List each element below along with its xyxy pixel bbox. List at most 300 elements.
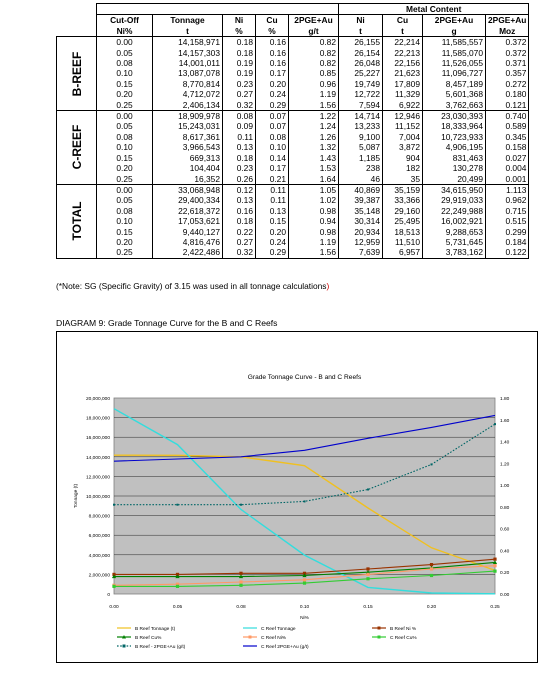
- table-cell: 0.10: [97, 142, 153, 152]
- table-cell: 4,906,195: [423, 142, 486, 152]
- table-cell: 26,048: [339, 58, 383, 68]
- data-point: [366, 573, 369, 576]
- table-cell: 1.56: [289, 100, 339, 111]
- legend-label: C Reef Cu%: [390, 636, 417, 641]
- table-cell: 0.15: [97, 79, 153, 89]
- legend-label: C Reef Tonnage: [261, 627, 296, 632]
- table-cell: 0.19: [223, 68, 256, 78]
- column-header: 2PGE+Au: [289, 15, 339, 26]
- y-left-tick-label: 18,000,000: [85, 416, 110, 422]
- table-cell: 0.20: [97, 89, 153, 99]
- table-cell: 22,618,372: [153, 206, 223, 216]
- column-header: 2PGE+Au: [423, 15, 486, 26]
- table-cell: 0.13: [223, 195, 256, 205]
- table-cell: 0.13: [223, 142, 256, 152]
- table-cell: 0.180: [486, 89, 529, 99]
- unit-header: Ni%: [97, 26, 153, 37]
- table-cell: 0.05: [97, 121, 153, 131]
- table-cell: 0.18: [223, 37, 256, 48]
- table-cell: 0.16: [256, 58, 289, 68]
- table-row: [57, 132, 529, 142]
- table-cell: 0.17: [256, 163, 289, 173]
- sg-note: [56, 281, 329, 291]
- unit-header: g: [423, 26, 486, 37]
- legend-marker: [378, 627, 381, 630]
- table-cell: 2,422,486: [153, 247, 223, 258]
- table-cell: 1.19: [289, 89, 339, 99]
- table-cell: 8,457,189: [423, 79, 486, 89]
- y-axis-label: Tonnage (t): [74, 483, 79, 509]
- table-cell: 5,601,368: [423, 89, 486, 99]
- table-cell: 35,148: [339, 206, 383, 216]
- data-point: [304, 500, 306, 502]
- table-row: [57, 206, 529, 216]
- legend-marker: [123, 645, 126, 648]
- table-cell: 1.113: [486, 184, 529, 195]
- x-tick-label: 0.20: [426, 605, 437, 610]
- table-cell: 40,869: [339, 184, 383, 195]
- table-cell: 5,087: [339, 142, 383, 152]
- reef-label: TOTAL: [69, 201, 84, 241]
- table-cell: 12,722: [339, 89, 383, 99]
- table-cell: 11,329: [383, 89, 423, 99]
- y-left-tick-label: 4,000,000: [88, 553, 110, 559]
- legend-marker: [249, 636, 252, 639]
- column-header: Cut-Off: [97, 15, 153, 26]
- blank-cell: [256, 4, 289, 15]
- table-cell: 20,499: [423, 174, 486, 185]
- table-cell: 0.740: [486, 111, 529, 122]
- table-row: [57, 216, 529, 226]
- table-cell: 0.10: [97, 68, 153, 78]
- table-cell: 0.12: [223, 184, 256, 195]
- table-cell: 23,030,393: [423, 111, 486, 122]
- table-cell: 0.27: [223, 237, 256, 247]
- table-cell: 0.001: [486, 174, 529, 185]
- table-cell: 0.715: [486, 206, 529, 216]
- table-cell: 0.25: [97, 247, 153, 258]
- legend-label: B Reef Tonnage (t): [135, 627, 176, 632]
- table-row: [57, 163, 529, 173]
- table-cell: 6,922: [383, 100, 423, 111]
- y-right-tick-label: 0.60: [500, 527, 510, 533]
- table-cell: 7,639: [339, 247, 383, 258]
- y-left-tick-label: 20,000,000: [85, 397, 110, 402]
- table-cell: 0.121: [486, 100, 529, 111]
- table-cell: 0.20: [256, 227, 289, 237]
- column-header: Ni: [223, 15, 256, 26]
- table-cell: 11,096,727: [423, 68, 486, 78]
- table-row: [57, 142, 529, 152]
- blank-cell: [289, 4, 339, 15]
- table-cell: 0.371: [486, 58, 529, 68]
- table-cell: 0.18: [223, 153, 256, 163]
- table-cell: 25,227: [339, 68, 383, 78]
- y-right-tick-label: 0.80: [500, 505, 510, 511]
- grade-tonnage-chart: [57, 332, 537, 662]
- table-cell: 33,366: [383, 195, 423, 205]
- table-cell: 0.05: [97, 195, 153, 205]
- table-cell: 1.26: [289, 132, 339, 142]
- table-cell: 1.22: [289, 111, 339, 122]
- table-cell: 238: [339, 163, 383, 173]
- legend-label: B Reef - 2PGE+Au (g/t): [135, 645, 186, 650]
- table-cell: 0.85: [289, 68, 339, 78]
- table-cell: 831,463: [423, 153, 486, 163]
- table-cell: 0.13: [256, 206, 289, 216]
- table-row: [57, 68, 529, 78]
- table-cell: 0.299: [486, 227, 529, 237]
- table-cell: 0.272: [486, 79, 529, 89]
- table-cell: 0.20: [97, 163, 153, 173]
- table-cell: 1.02: [289, 195, 339, 205]
- data-point: [430, 574, 433, 577]
- table-cell: 20,934: [339, 227, 383, 237]
- table-cell: 182: [383, 163, 423, 173]
- table-cell: 130,278: [423, 163, 486, 173]
- table-cell: 0.08: [97, 206, 153, 216]
- table-row: [57, 174, 529, 185]
- table-row: [57, 184, 529, 195]
- table-cell: 16,002,921: [423, 216, 486, 226]
- note-close: ): [326, 281, 330, 291]
- blank-cell: [223, 4, 256, 15]
- table-cell: 11,526,055: [423, 58, 486, 68]
- table-cell: 22,249,988: [423, 206, 486, 216]
- data-point: [303, 582, 306, 585]
- table-cell: 0.10: [256, 142, 289, 152]
- x-tick-label: 0.25: [490, 605, 500, 610]
- column-header: 2PGE+Au: [486, 15, 529, 26]
- table-cell: 29,400,334: [153, 195, 223, 205]
- table-cell: 0.10: [97, 216, 153, 226]
- y-right-tick-label: 1.40: [500, 440, 510, 446]
- table-cell: 0.94: [289, 216, 339, 226]
- grade-tonnage-table: [56, 3, 529, 259]
- blank-cell: [57, 4, 97, 15]
- table-cell: 0.14: [256, 153, 289, 163]
- table-cell: 1.32: [289, 142, 339, 152]
- table-cell: 0.184: [486, 237, 529, 247]
- table-cell: 0.962: [486, 195, 529, 205]
- table-cell: 4,816,476: [153, 237, 223, 247]
- table-cell: 3,966,543: [153, 142, 223, 152]
- table-cell: 0.15: [97, 227, 153, 237]
- data-point: [367, 488, 369, 490]
- table-cell: 0.027: [486, 153, 529, 163]
- data-point: [240, 504, 242, 506]
- table-cell: 33,068,948: [153, 184, 223, 195]
- table-cell: 26,155: [339, 37, 383, 48]
- table-cell: 22,214: [383, 37, 423, 48]
- table-cell: 14,714: [339, 111, 383, 122]
- x-tick-label: 0.10: [299, 605, 310, 610]
- legend-label: B Reef Cu%: [135, 636, 162, 641]
- table-cell: 0.00: [97, 111, 153, 122]
- table-cell: 16,352: [153, 174, 223, 185]
- table-cell: 18,909,978: [153, 111, 223, 122]
- unit-header: Moz: [486, 26, 529, 37]
- y-right-tick-label: 1.60: [500, 418, 510, 424]
- table-cell: 0.32: [223, 100, 256, 111]
- table-cell: 0.372: [486, 37, 529, 48]
- table-cell: 1.19: [289, 237, 339, 247]
- table-cell: 0.15: [256, 216, 289, 226]
- table-cell: 0.357: [486, 68, 529, 78]
- table-cell: 0.16: [223, 206, 256, 216]
- metal-content-header: Metal Content: [339, 4, 529, 15]
- table-cell: 18,333,964: [423, 121, 486, 131]
- table-cell: 8,617,361: [153, 132, 223, 142]
- y-right-tick-label: 1.80: [500, 397, 510, 402]
- table-cell: 0.18: [223, 48, 256, 58]
- legend-label: B Reef Ni %: [390, 627, 417, 632]
- table-cell: 0.05: [97, 48, 153, 58]
- table-cell: 0.19: [223, 58, 256, 68]
- table-cell: 0.32: [223, 247, 256, 258]
- table-cell: 0.26: [223, 174, 256, 185]
- data-point: [494, 423, 496, 425]
- table-cell: 11,510: [383, 237, 423, 247]
- data-point: [430, 567, 433, 570]
- y-left-tick-label: 10,000,000: [85, 495, 110, 500]
- y-right-tick-label: 1.20: [500, 462, 510, 468]
- table-row: [57, 79, 529, 89]
- table-cell: 0.345: [486, 132, 529, 142]
- column-header: Ni: [339, 15, 383, 26]
- table-cell: 39,387: [339, 195, 383, 205]
- table-cell: 46: [339, 174, 383, 185]
- table-cell: 1.05: [289, 184, 339, 195]
- table-cell: 17,053,621: [153, 216, 223, 226]
- table-cell: 0.11: [223, 132, 256, 142]
- table-row: [57, 100, 529, 111]
- table-cell: 0.20: [256, 79, 289, 89]
- unit-header: %: [223, 26, 256, 37]
- table-cell: 9,288,653: [423, 227, 486, 237]
- column-header: Cu: [256, 15, 289, 26]
- y-left-tick-label: 14,000,000: [85, 455, 110, 461]
- table-row: [57, 48, 529, 58]
- table-cell: 21,623: [383, 68, 423, 78]
- table-cell: 29,919,033: [423, 195, 486, 205]
- table-cell: 1.43: [289, 153, 339, 163]
- table-cell: 0.11: [256, 195, 289, 205]
- table-cell: 0.22: [223, 227, 256, 237]
- reef-label-cell: [57, 37, 97, 111]
- reef-label: B-REEF: [69, 51, 84, 96]
- chart-title: Grade Tonnage Curve - B and C Reefs: [247, 374, 362, 381]
- table-cell: 5,731,645: [423, 237, 486, 247]
- unit-header: t: [383, 26, 423, 37]
- table-cell: 3,783,162: [423, 247, 486, 258]
- table-cell: 10,723,933: [423, 132, 486, 142]
- data-point: [177, 504, 179, 506]
- data-point: [431, 463, 433, 465]
- table-cell: 0.16: [256, 48, 289, 58]
- unit-header: t: [339, 26, 383, 37]
- table-cell: 7,004: [383, 132, 423, 142]
- table-cell: 0.122: [486, 247, 529, 258]
- reef-label-cell: [57, 111, 97, 185]
- y-left-tick-label: 6,000,000: [88, 534, 110, 540]
- reef-label-cell: [57, 184, 97, 258]
- blank-cell: [153, 4, 223, 15]
- table-cell: 0.589: [486, 121, 529, 131]
- table-cell: 22,213: [383, 48, 423, 58]
- table-row: [57, 195, 529, 205]
- table-cell: 3,872: [383, 142, 423, 152]
- note-text: (*Note: SG (Specific Gravity) of 3.15 was used in all tonnage calculations: [56, 281, 327, 291]
- blank-cell: [57, 15, 97, 26]
- table-cell: 9,100: [339, 132, 383, 142]
- data-point: [176, 585, 179, 588]
- table-cell: 17,809: [383, 79, 423, 89]
- x-tick-label: 0.00: [109, 605, 119, 610]
- legend-label: C Reef Ni%: [261, 636, 287, 641]
- legend-marker: [378, 636, 381, 639]
- table-cell: 0.158: [486, 142, 529, 152]
- table-cell: 13,233: [339, 121, 383, 131]
- table-cell: 35,159: [383, 184, 423, 195]
- table-cell: 1.56: [289, 247, 339, 258]
- x-axis-label: Ni%: [300, 616, 309, 621]
- table-cell: 0.25: [97, 174, 153, 185]
- table-cell: 34,615,950: [423, 184, 486, 195]
- reef-label: C-REEF: [69, 125, 84, 170]
- column-header: Tonnage: [153, 15, 223, 26]
- table-cell: 9,440,127: [153, 227, 223, 237]
- blank-cell: [57, 26, 97, 37]
- table-cell: 11,585,557: [423, 37, 486, 48]
- table-cell: 12,959: [339, 237, 383, 247]
- table-cell: 8,770,814: [153, 79, 223, 89]
- unit-header: g/t: [289, 26, 339, 37]
- table-cell: 25,495: [383, 216, 423, 226]
- table-cell: 0.82: [289, 48, 339, 58]
- data-point: [113, 504, 115, 506]
- table-cell: 0.82: [289, 58, 339, 68]
- table-row: [57, 153, 529, 163]
- table-cell: 669,313: [153, 153, 223, 163]
- table-cell: 0.15: [97, 153, 153, 163]
- table-cell: 0.00: [97, 184, 153, 195]
- table-cell: 0.08: [97, 58, 153, 68]
- table-cell: 14,158,971: [153, 37, 223, 48]
- table-cell: 0.21: [256, 174, 289, 185]
- table-cell: 0.07: [256, 111, 289, 122]
- table-cell: 0.08: [256, 132, 289, 142]
- table-cell: 0.23: [223, 79, 256, 89]
- table-row: [57, 247, 529, 258]
- table-cell: 0.24: [256, 89, 289, 99]
- table-cell: 1.24: [289, 121, 339, 131]
- table-cell: 0.25: [97, 100, 153, 111]
- table-row: [57, 227, 529, 237]
- table-cell: 29,160: [383, 206, 423, 216]
- y-left-tick-label: 2,000,000: [88, 573, 110, 579]
- y-left-tick-label: 12,000,000: [85, 475, 110, 481]
- table-cell: 0.82: [289, 37, 339, 48]
- table-cell: 18,513: [383, 227, 423, 237]
- chart-frame: [56, 331, 538, 663]
- blank-cell: [97, 4, 153, 15]
- legend-label: C Reef 2PGE+Au (g/t): [261, 645, 309, 650]
- column-header: Cu: [383, 15, 423, 26]
- table-cell: 0.20: [97, 237, 153, 247]
- table-cell: 35: [383, 174, 423, 185]
- table-cell: 0.004: [486, 163, 529, 173]
- table-cell: 26,154: [339, 48, 383, 58]
- y-right-tick-label: 1.00: [500, 484, 510, 490]
- table-cell: 0.515: [486, 216, 529, 226]
- table-cell: 0.18: [223, 216, 256, 226]
- table-row: [57, 121, 529, 131]
- unit-header: t: [153, 26, 223, 37]
- y-right-tick-label: 0.20: [500, 571, 510, 577]
- table-row: [57, 237, 529, 247]
- table-cell: 0.372: [486, 48, 529, 58]
- table-cell: 7,594: [339, 100, 383, 111]
- unit-header: %: [256, 26, 289, 37]
- table-cell: 11,152: [383, 121, 423, 131]
- table-cell: 6,957: [383, 247, 423, 258]
- data-point: [239, 580, 242, 583]
- y-right-tick-label: 0.00: [500, 593, 510, 598]
- table-cell: 2,406,134: [153, 100, 223, 111]
- table-cell: 1,185: [339, 153, 383, 163]
- data-point: [366, 577, 369, 580]
- data-point: [239, 584, 242, 587]
- table-cell: 0.00: [97, 37, 153, 48]
- y-right-tick-label: 0.40: [500, 549, 510, 555]
- data-point: [493, 564, 496, 567]
- table-cell: 14,001,011: [153, 58, 223, 68]
- table-cell: 0.98: [289, 227, 339, 237]
- table-cell: 30,314: [339, 216, 383, 226]
- table-cell: 0.24: [256, 237, 289, 247]
- table-cell: 0.07: [256, 121, 289, 131]
- y-left-tick-label: 0: [107, 593, 110, 598]
- y-left-tick-label: 8,000,000: [88, 514, 110, 520]
- table-row: [57, 58, 529, 68]
- table-cell: 904: [383, 153, 423, 163]
- x-tick-label: 0.05: [172, 605, 183, 610]
- table-cell: 0.23: [223, 163, 256, 173]
- table-cell: 4,712,072: [153, 89, 223, 99]
- table-cell: 0.08: [97, 132, 153, 142]
- y-left-tick-label: 16,000,000: [85, 436, 110, 442]
- table-cell: 0.27: [223, 89, 256, 99]
- table-cell: 1.53: [289, 163, 339, 173]
- table-cell: 3,762,663: [423, 100, 486, 111]
- table-cell: 15,243,031: [153, 121, 223, 131]
- table-row: [57, 37, 529, 48]
- x-tick-label: 0.15: [363, 605, 373, 610]
- table-row: [57, 89, 529, 99]
- table-cell: 1.64: [289, 174, 339, 185]
- table-cell: 0.98: [289, 206, 339, 216]
- data-point: [303, 578, 306, 581]
- table-cell: 0.16: [256, 37, 289, 48]
- table-cell: 0.29: [256, 247, 289, 258]
- data-point: [112, 585, 115, 588]
- diagram-title: DIAGRAM 9: Grade Tonnage Curve for the B and C Reefs: [56, 318, 278, 328]
- table-cell: 0.09: [223, 121, 256, 131]
- table-cell: 14,157,303: [153, 48, 223, 58]
- table-cell: 0.11: [256, 184, 289, 195]
- table-row: [57, 111, 529, 122]
